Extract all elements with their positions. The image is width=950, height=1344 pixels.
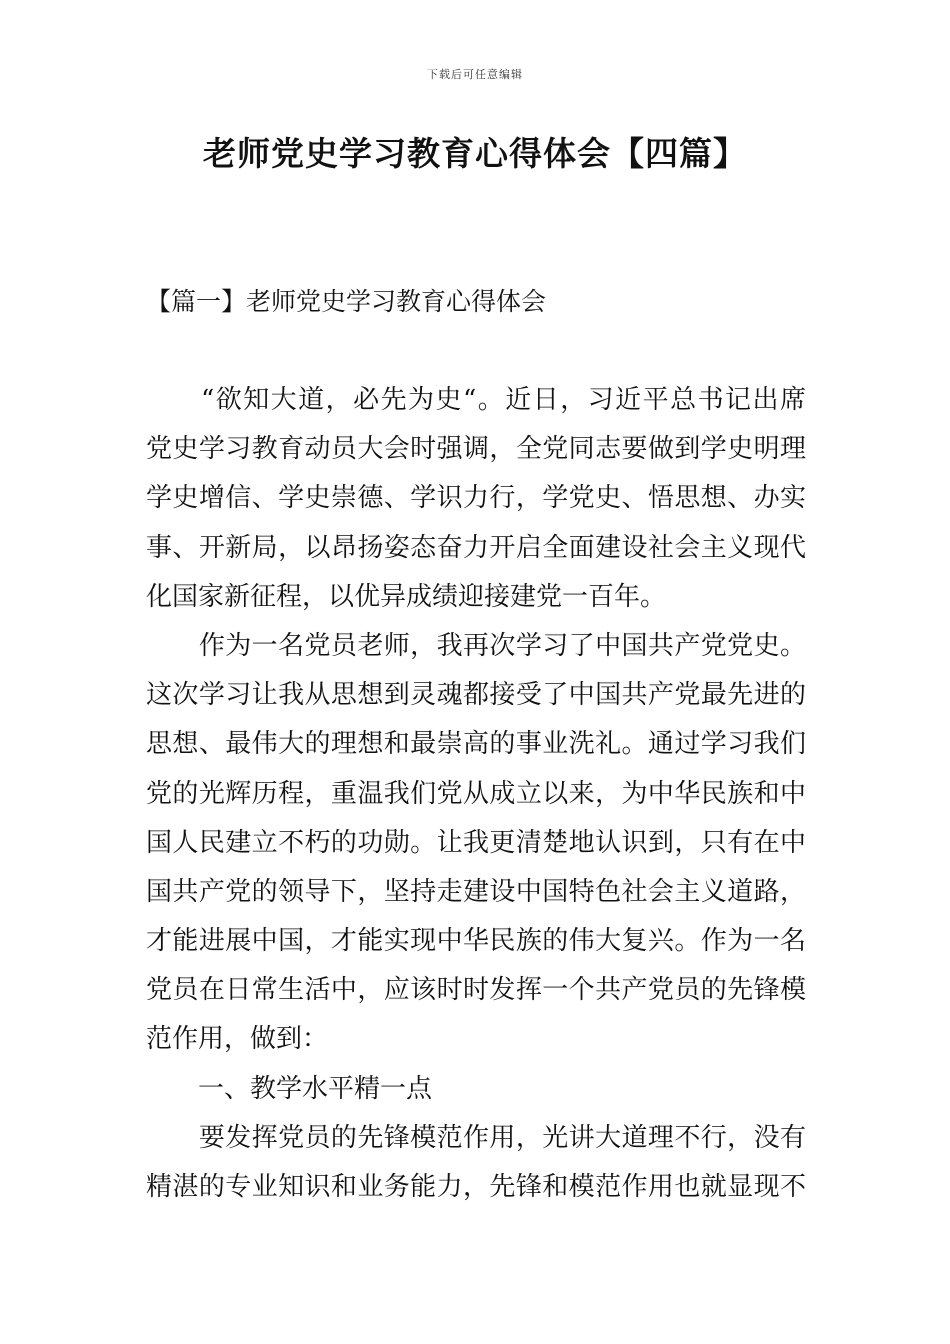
- section-heading: 【篇一】老师党史学习教育心得体会: [146, 287, 547, 316]
- text-line: 作为一名党员老师，我再次学习了中国共产党党史。: [146, 630, 806, 661]
- text-line: 精湛的专业知识和业务能力，先锋和模范作用也就显现不: [146, 1172, 806, 1202]
- text-line: 范作用，做到：: [146, 1024, 329, 1055]
- text-line: 才能进展中国，才能实现中华民族的伟大复兴。作为一名: [146, 926, 806, 957]
- text-line: 国人民建立不朽的功勋。让我更清楚地认识到，只有在中: [146, 827, 806, 858]
- header-note: 下载后可任意编辑: [427, 68, 523, 81]
- text-line: 学史增信、学史崇德、学识力行，学党史、悟思想、办实: [146, 483, 806, 514]
- text-line: 党史学习教育动员大会时强调，全党同志要做到学史明理: [146, 434, 806, 465]
- text-line: 这次学习让我从思想到灵魂都接受了中国共产党最先进的: [146, 680, 806, 711]
- text-line: 思想、最伟大的理想和最崇高的事业洗礼。通过学习我们: [146, 729, 806, 760]
- text-line: 化国家新征程，以优异成绩迎接建党一百年。: [146, 581, 667, 612]
- text-line: “欲知大道，必先为史“。近日，习近平总书记出席: [146, 385, 806, 415]
- text-line: 党的光辉历程，重温我们党从成立以来，为中华民族和中: [146, 778, 806, 809]
- text-line: 一、教学水平精一点: [146, 1073, 433, 1104]
- text-line: 国共产党的领导下，坚持走建设中国特色社会主义道路，: [146, 876, 806, 907]
- body-text: [146, 376, 806, 1212]
- text-line: 党员在日常生活中，应该时时发挥一个共产党员的先锋模: [146, 975, 806, 1006]
- text-line: 事、开新局，以昂扬姿态奋力开启全面建设社会主义现代: [146, 532, 806, 563]
- text-line: 要发挥党员的先锋模范作用，光讲大道理不行，没有: [146, 1122, 806, 1153]
- document-title: 老师党史学习教育心得体会【四篇】: [203, 134, 747, 173]
